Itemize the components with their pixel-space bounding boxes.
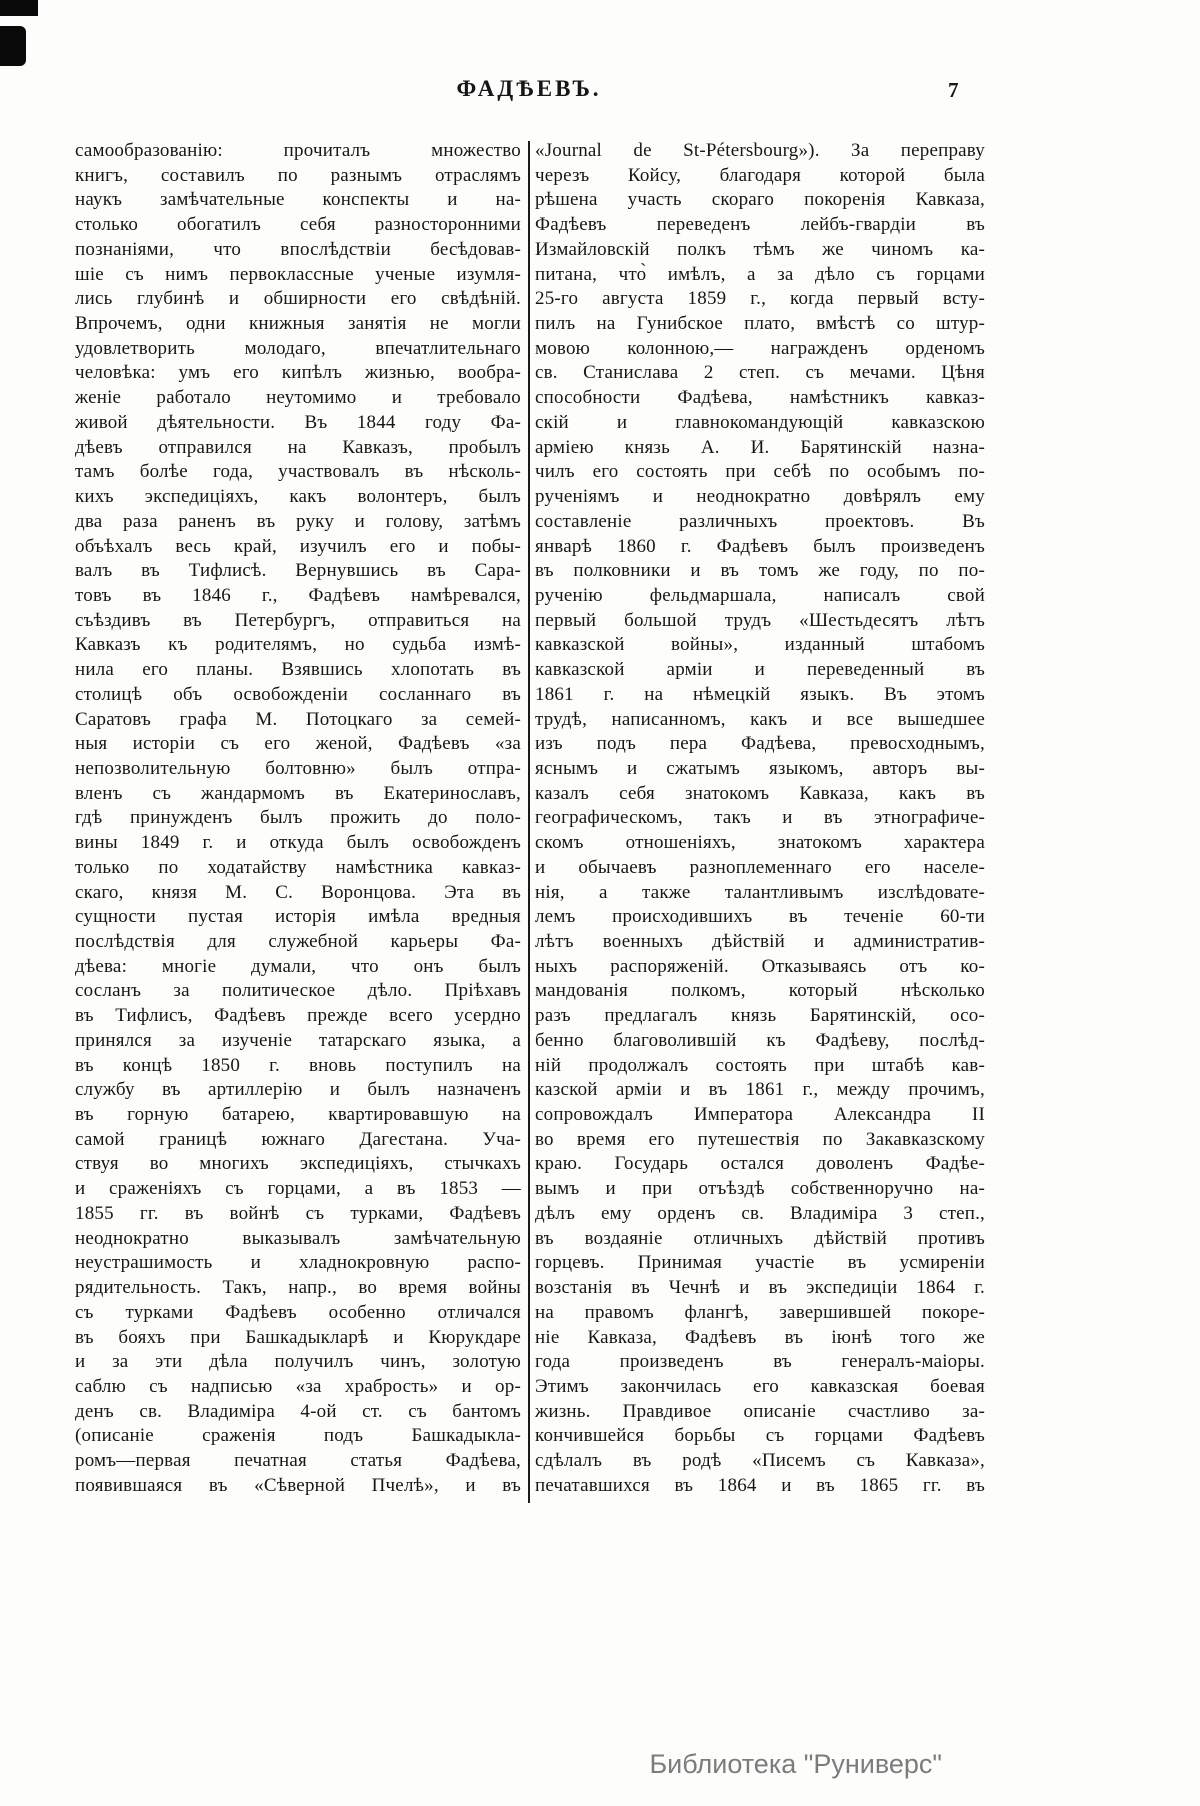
text-line: питана, что̀ имѣлъ, а за дѣло съ горцами — [535, 263, 985, 285]
text-line: и обычаевъ разноплеменнаго его населе- — [535, 856, 985, 878]
text-columns — [75, 139, 985, 1503]
text-line: на правомъ флангѣ, завершившей покоре- — [535, 1301, 985, 1323]
text-line: непозволительную болтовню» былъ отпра- — [75, 757, 521, 779]
text-line: рученію фельдмаршала, написалъ свой — [535, 584, 985, 606]
text-line: кихъ экспедиціяхъ, какъ волонтеръ, былъ — [75, 486, 521, 508]
text-line: арміею князь А. И. Барятинскій назна- — [535, 436, 985, 458]
text-line: сопровождалъ Императора Александра II — [535, 1104, 985, 1126]
text-line: столицѣ объ освобожденіи сосланнаго въ — [75, 683, 521, 705]
scan-artifact — [0, 0, 38, 16]
text-line: ній продолжалъ состоять при штабѣ кав- — [535, 1054, 985, 1076]
text-line: горцевъ. Принимая участіе въ усмиреніи — [535, 1252, 985, 1274]
text-line: кавказской арміи и переведенный въ — [535, 659, 985, 681]
text-line: скій и главнокомандующій кавказскою — [535, 411, 985, 433]
text-line: года произведенъ въ генералъ-маіоры. — [535, 1351, 985, 1373]
left-column — [75, 139, 521, 1499]
text-line: Кавказъ къ родителямъ, но судьба измѣ- — [75, 634, 521, 656]
library-watermark: Библиотека "Руниверс" — [649, 1749, 942, 1779]
text-line: ныя исторіи съ его женой, Фадѣевъ «за — [75, 733, 521, 755]
text-line: сдѣлалъ въ родѣ «Писемъ съ Кавказа», — [535, 1450, 985, 1472]
text-line: январѣ 1860 г. Фадѣевъ былъ произведенъ — [535, 535, 985, 557]
text-line: объѣхалъ весь край, изучилъ его и побы- — [75, 535, 521, 557]
text-line: человѣка: умъ его кипѣлъ жизнью, вообра- — [75, 362, 521, 384]
text-line: лись глубинѣ и обширности его свѣдѣній. — [75, 288, 521, 310]
text-line: лемъ происходившихъ въ теченіе 60-ти — [535, 906, 985, 928]
text-line: Этимъ закончилась его кавказская боевая — [535, 1375, 985, 1397]
text-line: рѣшена участь скораго покоренія Кавказа, — [535, 189, 985, 211]
text-line: дѣлъ ему орденъ св. Владиміра 3 степ., — [535, 1202, 985, 1224]
text-line: шіе съ нимъ первоклассные ученые изумля- — [75, 263, 521, 285]
text-line: принялся за изученіе татарскаго языка, а — [75, 1029, 521, 1051]
text-line: Впрочемъ, одни книжныя занятія не могли — [75, 313, 521, 335]
text-line: наукъ замѣчательные конспекты и на- — [75, 189, 521, 211]
text-line: денъ св. Владиміра 4-ой ст. съ бантомъ — [75, 1400, 521, 1422]
page-header-title: ФАДѢЕВЪ. — [456, 76, 602, 101]
text-line: казской арміи и въ 1861 г., между прочимъ, — [535, 1079, 985, 1101]
text-line: скомъ отношеніяхъ, знатокомъ характера — [535, 832, 985, 854]
text-line: ромъ—первая печатная статья Фадѣева, — [75, 1450, 521, 1472]
text-line: и за эти дѣла получилъ чинъ, золотую — [75, 1351, 521, 1373]
text-line: ныхъ распоряженій. Отказываясь отъ ко- — [535, 955, 985, 977]
text-line: удовлетворить молодаго, впечатлительнаго — [75, 337, 521, 359]
text-line: появившаяся въ «Сѣверной Пчелѣ», и въ — [75, 1474, 521, 1496]
text-line: черезъ Койсу, благодаря которой была — [535, 164, 985, 186]
text-line: печатавшихся въ 1864 и въ 1865 гг. въ — [535, 1474, 985, 1496]
text-line: яснымъ и сжатымъ языкомъ, авторъ вы- — [535, 757, 985, 779]
text-line: познаніями, что впослѣдствіи бесѣдовав- — [75, 238, 521, 260]
text-line: въ горную батарею, квартировавшую на — [75, 1104, 521, 1126]
text-line: саблю съ надписью «за храбрость» и ор- — [75, 1375, 521, 1397]
text-line: неоднократно выказывалъ замѣчательную — [75, 1227, 521, 1249]
text-line: дѣева: многіе думали, что онъ былъ — [75, 955, 521, 977]
text-line: въ Тифлисъ, Фадѣевъ прежде всего усердно — [75, 1005, 521, 1027]
text-line: книгъ, составилъ по разнымъ отраслямъ — [75, 164, 521, 186]
text-line: составленіе различныхъ проектовъ. Въ — [535, 510, 985, 532]
text-line: Саратовъ графа М. Потоцкаго за семей- — [75, 708, 521, 730]
text-line: бенно благоволившій къ Фадѣеву, послѣд- — [535, 1029, 985, 1051]
text-line: св. Станислава 2 степ. съ мечами. Цѣня — [535, 362, 985, 384]
text-line: въ бояхъ при Башкадыкларѣ и Кюрукдаре — [75, 1326, 521, 1348]
text-line: женіе работало неутомимо и требовало — [75, 387, 521, 409]
text-line: столько обогатилъ себя разносторонними — [75, 214, 521, 236]
text-line: въ воздаяніе отличныхъ дѣйствій противъ — [535, 1227, 985, 1249]
text-line: Измайловскій полкъ тѣмъ же чиномъ ка- — [535, 238, 985, 260]
text-line: и сраженіяхъ съ горцами, а въ 1853 — — [75, 1178, 521, 1200]
text-line: съ турками Фадѣевъ особенно отличался — [75, 1301, 521, 1323]
text-line: службу въ артиллерію и былъ назначенъ — [75, 1079, 521, 1101]
text-line: вымъ и при отъѣздѣ собственноручно на- — [535, 1178, 985, 1200]
text-line: сосланъ за политическое дѣло. Пріѣхавъ — [75, 980, 521, 1002]
text-line: ствуя во многихъ экспедиціяхъ, стычкахъ — [75, 1153, 521, 1175]
text-line: послѣдствія для служебной карьеры Фа- — [75, 931, 521, 952]
text-line: кончившейся борьбы съ горцами Фадѣевъ — [535, 1425, 985, 1447]
text-line: въ концѣ 1850 г. вновь поступилъ на — [75, 1054, 521, 1076]
text-line: (описаніе сраженія подъ Башкадыкла- — [75, 1425, 521, 1447]
text-line: въ полковники и въ томъ же году, по по- — [535, 560, 985, 582]
text-line: изъ подъ пера Фадѣева, превосходнымъ, — [535, 733, 985, 755]
text-line: дѣевъ отправился на Кавказъ, пробылъ — [75, 436, 521, 458]
text-line: возстанія въ Чечнѣ и въ экспедиціи 1864 г. — [535, 1277, 985, 1299]
text-line: съѣздивъ въ Петербургъ, отправиться на — [75, 609, 521, 631]
text-line: 25-го августа 1859 г., когда первый всту- — [535, 288, 985, 310]
text-line: 1855 гг. въ войнѣ съ турками, Фадѣевъ — [75, 1202, 521, 1224]
text-line: трудѣ, написанномъ, какъ и все вышедшее — [535, 708, 985, 730]
page-number: 7 — [948, 78, 959, 102]
text-line: гдѣ принужденъ былъ прожить до поло- — [75, 807, 521, 829]
text-line: жизнь. Правдивое описаніе счастливо за- — [535, 1400, 985, 1422]
text-line: нія, а также талантливымъ изслѣдовате- — [535, 881, 985, 903]
text-line: казалъ себя знатокомъ Кавказа, какъ въ — [535, 782, 985, 804]
scan-artifact — [0, 26, 26, 66]
text-line: рядительность. Такъ, напр., во время войны — [75, 1277, 521, 1299]
text-line: пилъ на Гунибское плато, вмѣстѣ со штур- — [535, 313, 985, 335]
text-line: во время его путешествія по Закавказскому — [535, 1128, 985, 1150]
text-line: товъ въ 1846 г., Фадѣевъ намѣревался, — [75, 584, 521, 606]
text-line: 1861 г. на нѣмецкій языкъ. Въ этомъ — [535, 683, 985, 705]
text-line: неустрашимость и хладнокровную распо- — [75, 1252, 521, 1274]
text-line: мандованія полкомъ, который нѣсколько — [535, 980, 985, 1002]
text-line: скаго, князя М. С. Воронцова. Эта въ — [75, 881, 521, 903]
text-line: ніе Кавказа, Фадѣевъ въ іюнѣ того же — [535, 1326, 985, 1348]
text-line: вленъ съ жандармомъ въ Екатеринославъ, — [75, 782, 521, 804]
text-line: мовою колонною,— награжденъ орденомъ — [535, 337, 985, 359]
text-line: чилъ его состоять при себѣ по особымъ по- — [535, 461, 985, 483]
text-line: разъ предлагалъ князь Барятинскій, осо- — [535, 1005, 985, 1027]
text-line: вины 1849 г. и откуда былъ освобожденъ — [75, 832, 521, 854]
text-line: тамъ болѣе года, участвовалъ въ нѣсколь- — [75, 461, 521, 483]
text-line: первый большой трудъ «Шестьдесятъ лѣтъ — [535, 609, 985, 631]
text-line: нила его планы. Взявшись хлопотать въ — [75, 659, 521, 681]
right-column — [535, 139, 985, 1499]
column-divider-rule — [528, 141, 530, 1503]
text-line: только по ходатайству намѣстника кавказ- — [75, 856, 521, 878]
text-line: «Journal de St-Pétersbourg»). За переправу — [535, 140, 985, 161]
text-line: Фадѣевъ переведенъ лейбъ-гвардіи въ — [535, 214, 985, 236]
text-line: самообразованію: прочиталъ множество — [75, 140, 521, 161]
text-line: живой дѣятельности. Въ 1844 году Фа- — [75, 411, 521, 433]
text-line: валъ въ Тифлисѣ. Вернувшись въ Сара- — [75, 560, 521, 582]
text-line: рученіямъ и неоднократно довѣрялъ ему — [535, 486, 985, 508]
text-line: географическомъ, такъ и въ этнографиче- — [535, 807, 985, 829]
text-line: кавказской войны», изданный штабомъ — [535, 634, 985, 656]
text-line: способности Фадѣева, намѣстникъ кавказ- — [535, 387, 985, 409]
text-line: самой границѣ южнаго Дагестана. Уча- — [75, 1128, 521, 1150]
text-line: лѣтъ военныхъ дѣйствій и административ- — [535, 931, 985, 952]
text-line: сущности пустая исторія имѣла вредныя — [75, 906, 521, 928]
text-line: краю. Государь остался доволенъ Фадѣе- — [535, 1153, 985, 1175]
text-line: два раза раненъ въ руку и голову, затѣмъ — [75, 510, 521, 532]
